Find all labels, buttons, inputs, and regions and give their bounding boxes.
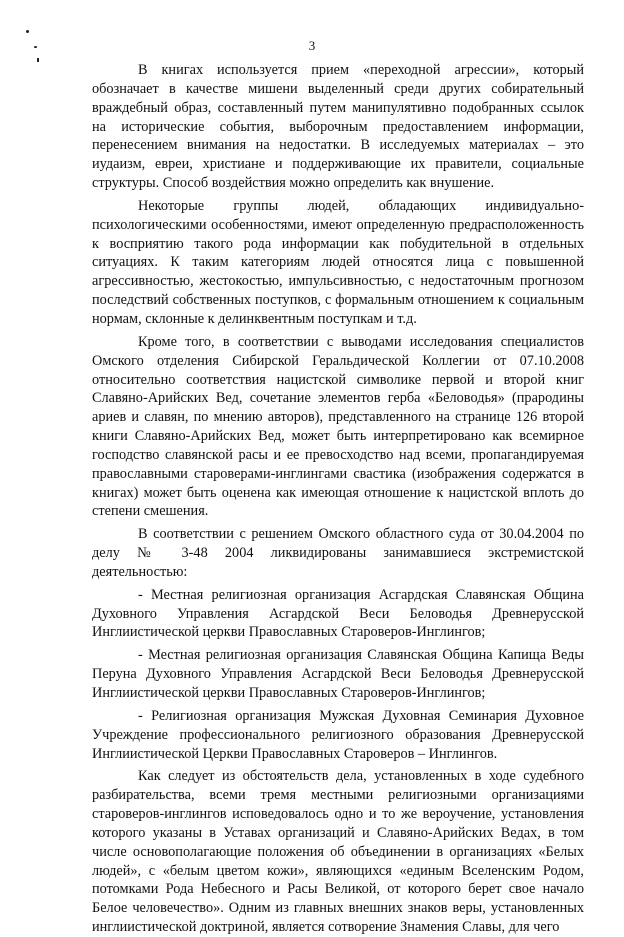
- paragraph: В соответствии с решением Омского областного суда от 30.04.2004 по делу № 3-48 2004 ликвидированы занимавшиеся экстремистской деятельностью:: [92, 526, 584, 580]
- paragraph: В книгах используется прием «переходной агрессии», который обозначает в качестве мишени выделенный среди других собирательный враждебный образ, составленный путем манипулятивно подобранных ссылок на исторические события, выборочным предоставлением информации, перенесением внимания на недостатки. В исследуемых материалах – это иудаизм, евреи, христиане и поддерживающие их правители, социальные структуры. Способ воздействия можно определить как внушение.: [92, 62, 584, 192]
- scan-speck: [37, 58, 39, 62]
- paragraph: Кроме того, в соответствии с выводами исследования специалистов Омского отделения Сибирской Геральдической Коллегии от 07.10.2008 относительно соответствия нацистской символике первой и второй книг Славяно-Арийских Вед, сочетание элементов герба «Беловодья» (прародины ариев и славян, по мнению авторов), представленного на странице 126 второй книги Славяно-Арийских Вед, может быть интерпретировано как всемирное господство славянской расы и ее превосходство над всеми, пропагандируемая православными староверами-инглингами свастика (изображения содержатся в книгах) может быть оценена как имеющая отношение к нацистской вплоть до степени смешения.: [92, 333, 584, 520]
- document-body: [92, 61, 584, 937]
- list-item: - Религиозная организация Мужская Духовная Семинария Духовное Учреждение профессионального религиозного образования Древнерусской Инглиистической Церкви Православных Староверов – Инглингов.: [92, 707, 584, 762]
- scan-speck: [26, 30, 29, 33]
- paragraph: Некоторые группы людей, обладающих индивидуально-психологическими особенностями, имеют определенную предрасположенность к восприятию такого рода информации как побудительной в отдельных ситуациях. К таким категориям людей относятся лица с повышенной агрессивностью, жестокостью, импульсивностью, с недостаточным прогнозом последствий собственных поступков, с формальным отношением к социальным нормам, склонные к делинквентным поступкам и т.д.: [92, 197, 584, 327]
- page-number: 3: [308, 38, 316, 53]
- paragraph: Как следует из обстоятельств дела, установленных в ходе судебного разбирательства, всеми тремя местными религиозными организациями староверов-инглингов исповедовалось одно и то же вероучение, установления которого указаны в Уставах организаций и Славяно-Арийских Ведах, в том числе основополагающие положения об объединении в организациях «Белых людей», с «белым цветом кожи», являющихся «единым Вселенским Родом, потомками Рода Небесного и Расы Великой, от которого берет свое начало Белое человечество». Одним из главных внешних знаков веры, установленных инглиистической доктриной, является сотворение Знамения Славы, для чего: [92, 768, 584, 936]
- list-item: - Местная религиозная организация Асгардская Славянская Община Духовного Управления Асгардской Веси Беловодья Древнерусской Инглиистической церкви Православных Староверов-Инглингов;: [92, 586, 584, 641]
- list-item: - Местная религиозная организация Славянская Община Капища Веды Перуна Духовного Управления Асгардской Веси Беловодья Древнерусской Инглиистической церкви Православных Староверов-Инглингов;: [92, 647, 584, 701]
